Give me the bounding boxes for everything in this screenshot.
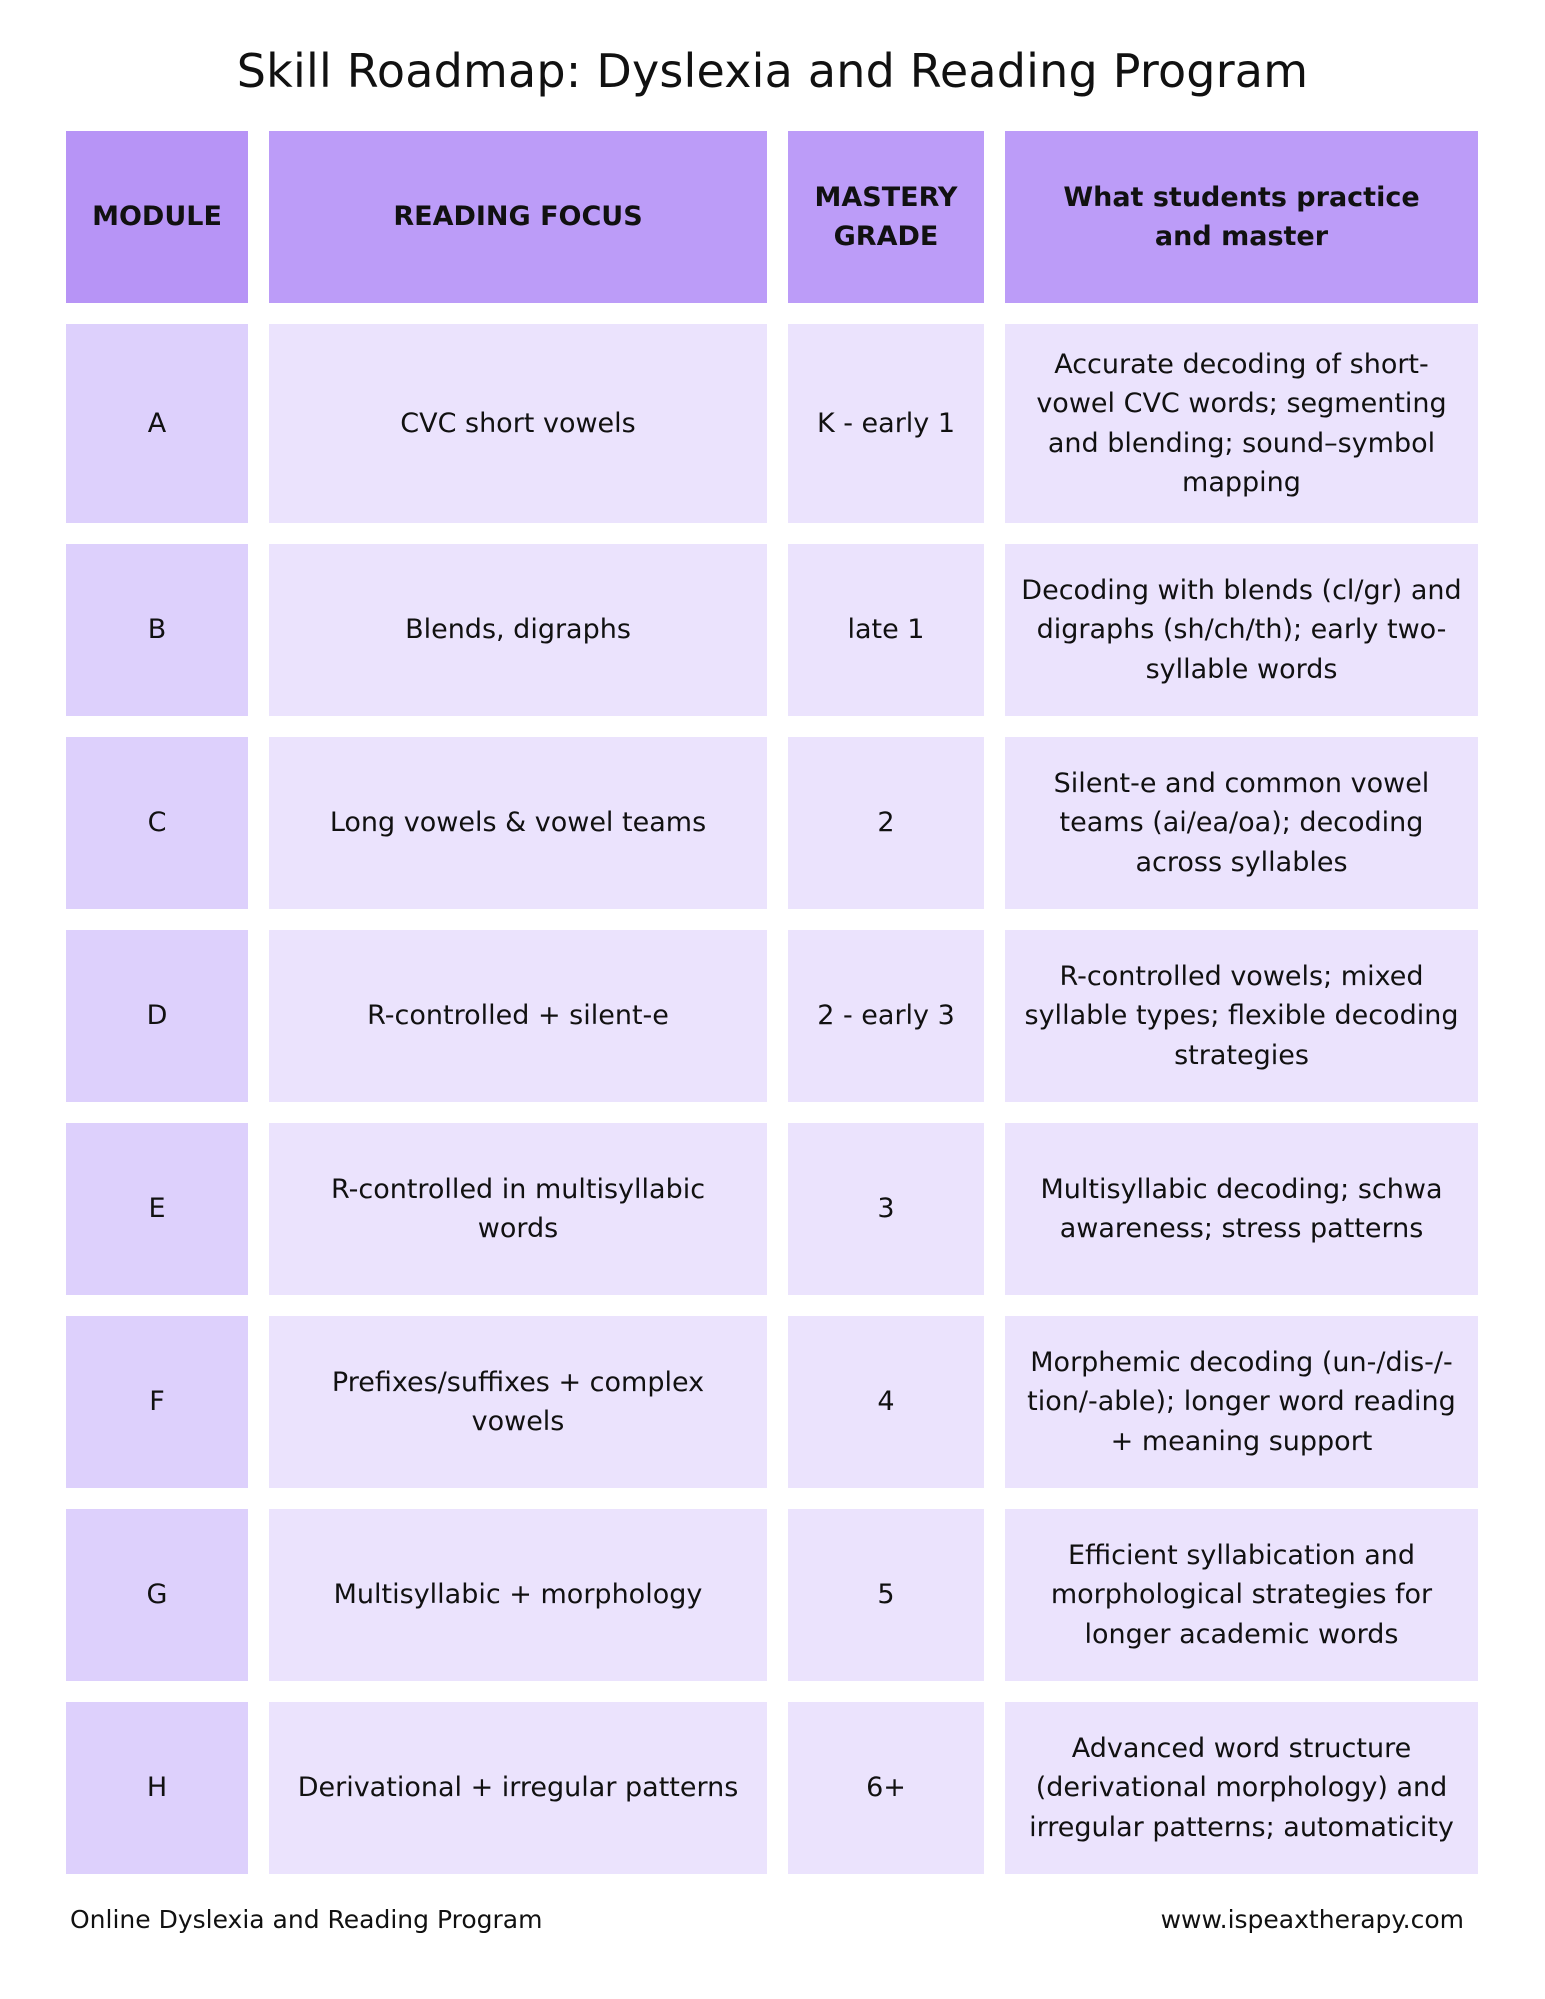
module-cell: E (66, 1123, 248, 1295)
module-cell: G (66, 1509, 248, 1681)
practice-cell: Advanced word structure (derivational morphology) and irregular patterns; automaticity (1005, 1702, 1478, 1874)
module-cell: A (66, 324, 248, 523)
practice-cell: R-controlled vowels; mixed syllable types; flexible decoding strategies (1005, 930, 1478, 1102)
header-reading-focus: READING FOCUS (269, 131, 767, 303)
reading-focus-cell: R-controlled + silent-e (269, 930, 767, 1102)
reading-focus-cell: Long vowels & vowel teams (269, 737, 767, 909)
module-cell: H (66, 1702, 248, 1874)
module-cell: B (66, 544, 248, 716)
reading-focus-cell: Derivational + irregular patterns (269, 1702, 767, 1874)
module-cell: F (66, 1316, 248, 1488)
reading-focus-cell: Blends, digraphs (269, 544, 767, 716)
practice-cell: Morphemic decoding (un-/dis-/-tion/-able); longer word reading + meaning support (1005, 1316, 1478, 1488)
mastery-grade-cell: 6+ (788, 1702, 984, 1874)
mastery-grade-cell: 4 (788, 1316, 984, 1488)
practice-cell: Silent-e and common vowel teams (ai/ea/oa); decoding across syllables (1005, 737, 1478, 909)
page-title: Skill Roadmap: Dyslexia and Reading Program (236, 44, 1309, 98)
reading-focus-cell: Prefixes/suffixes + complex vowels (269, 1316, 767, 1488)
mastery-grade-cell: late 1 (788, 544, 984, 716)
footer-website: www.ispeaxtherapy.com (1160, 1905, 1464, 1934)
mastery-grade-cell: 5 (788, 1509, 984, 1681)
mastery-grade-cell: 2 - early 3 (788, 930, 984, 1102)
mastery-grade-cell: K - early 1 (788, 324, 984, 523)
module-cell: D (66, 930, 248, 1102)
reading-focus-cell: R-controlled in multisyllabic words (269, 1123, 767, 1295)
practice-cell: Efficient syllabication and morphological strategies for longer academic words (1005, 1509, 1478, 1681)
header-practice: What students practice and master (1005, 131, 1478, 303)
mastery-grade-cell: 3 (788, 1123, 984, 1295)
footer-program-name: Online Dyslexia and Reading Program (70, 1905, 543, 1934)
practice-cell: Decoding with blends (cl/gr) and digraphs (sh/ch/th); early two-syllable words (1005, 544, 1478, 716)
mastery-grade-cell: 2 (788, 737, 984, 909)
header-mastery-grade: MASTERY GRADE (788, 131, 984, 303)
module-cell: C (66, 737, 248, 909)
practice-cell: Multisyllabic decoding; schwa awareness; stress patterns (1005, 1123, 1478, 1295)
header-module: MODULE (66, 131, 248, 303)
reading-focus-cell: Multisyllabic + morphology (269, 1509, 767, 1681)
practice-cell: Accurate decoding of short-vowel CVC words; segmenting and blending; sound–symbol mapping (1005, 324, 1478, 523)
reading-focus-cell: CVC short vowels (269, 324, 767, 523)
